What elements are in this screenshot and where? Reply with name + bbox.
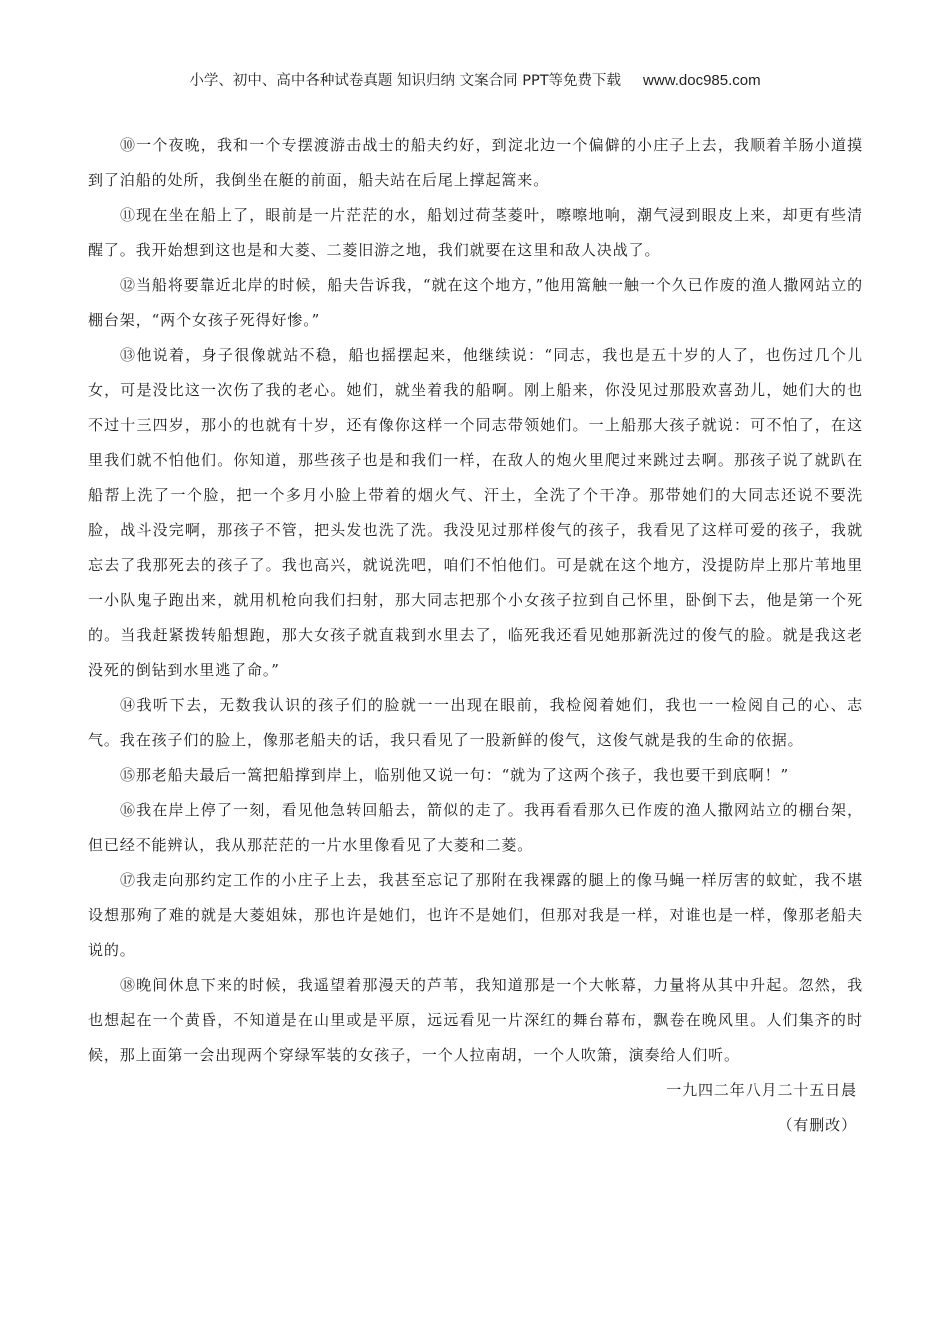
header-site-link[interactable]: www.doc985.com: [643, 72, 761, 89]
paragraph-12: ⑫当船将要靠近北岸的时候，船夫告诉我，“就在这个地方，”他用篙触一触一个久已作废的渔人撒网站立的棚台架，“两个女孩子死得好惨。”: [88, 276, 863, 329]
paragraph-13: ⑬他说着，身子很像就站不稳，船也摇摆起来，他继续说：“同志，我也是五十岁的人了，也伤过几个儿女，可是没比这一次伤了我的老心。她们，就坐着我的船啊。刚上船来，你没见过那股欢喜劲儿，她们大的也不过十三四岁，那小的也就有十岁，还有像你这样一个同志带领她们。一上船那大孩子就说：可不怕了，在这里我们就不怕他们。你知道，那些孩子也是和我们一样，在敌人的炮火里爬过来跳过去啊。那孩子说了就趴在船帮上洗了一个脸，把一个多月小脸上带着的烟火气、汗土，全洗了个干净。那带她们的大同志还说不要洗脸，战斗没完啊，那孩子不管，把头发也洗了洗。我没见过那样俊气的孩子，我看见了这样可爱的孩子，我就忘去了我那死去的孩子了。我也高兴，就说洗吧，咱们不怕他们。可是就在这个地方，没提防岸上那片苇地里一小队鬼子跑出来，就用机枪向我们扫射，那大同志把那个小女孩子拉到自己怀里，卧倒下去，他是第一个死的。当我赶紧拨转船想跑，那大女孩子就直栽到水里去了，临死我还看见她那新洗过的俊气的脸。就是我这老没死的倒钻到水里逃了命。”: [88, 346, 863, 679]
paragraph-14: ⑭我听下去，无数我认识的孩子们的脸就一一出现在眼前，我检阅着她们，我也一一检阅自己的心、志气。我在孩子们的脸上，像那老船夫的话，我只看见了一股新鲜的俊气，这俊气就是我的生命的依据。: [88, 696, 863, 749]
paragraph-15: ⑮那老船夫最后一篙把船撑到岸上，临别他又说一句：“就为了这两个孩子，我也要干到底啊！”: [120, 766, 790, 784]
paragraph-17: ⑰我走向那约定工作的小庄子上去，我甚至忘记了那附在我裸露的腿上的像马蝇一样厉害的蚊虻，我不堪设想那殉了难的就是大菱姐妹，那也许是她们，也许不是她们，但那对我是一样，对谁也是一样，像那老船夫说的。: [88, 871, 863, 959]
paragraph-11: ⑪现在坐在船上了，眼前是一片茫茫的水，船划过荷茎菱叶，嚓嚓地响，潮气浸到眼皮上来，却更有些清醒了。我开始想到这也是和大菱、二菱旧游之地，我们就要在这里和敌人决战了。: [88, 206, 863, 259]
header-text: 小学、初中、高中各种试卷真题 知识归纳 文案合同 PPT等免费下载: [189, 73, 622, 89]
date-line: 一九四二年八月二十五日晨: [666, 1081, 857, 1099]
page-header: [0, 69, 950, 90]
paragraph-16: ⑯我在岸上停了一刻，看见他急转回船去，箭似的走了。我再看看那久已作废的渔人撒网站立的棚台架，但已经不能辨认，我从那茫茫的一片水里像看见了大菱和二菱。: [88, 801, 863, 854]
edit-note: （有删改）: [777, 1116, 857, 1134]
article-body: [88, 128, 863, 1143]
paragraph-18: ⑱晚间休息下来的时候，我遥望着那漫天的芦苇，我知道那是一个大帐幕，力量将从其中升起。忽然，我也想起在一个黄昏，不知道是在山里或是平原，远远看见一片深红的舞台幕布，飘卷在晚风里。人们集齐的时候，那上面第一会出现两个穿绿军装的女孩子，一个人拉南胡，一个人吹箫，演奏给人们听。: [88, 976, 863, 1064]
paragraph-10: ⑩一个夜晚，我和一个专摆渡游击战士的船夫约好，到淀北边一个偏僻的小庄子上去，我顺着羊肠小道摸到了泊船的处所，我倒坐在艇的前面，船夫站在后尾上撑起篙来。: [88, 136, 863, 189]
